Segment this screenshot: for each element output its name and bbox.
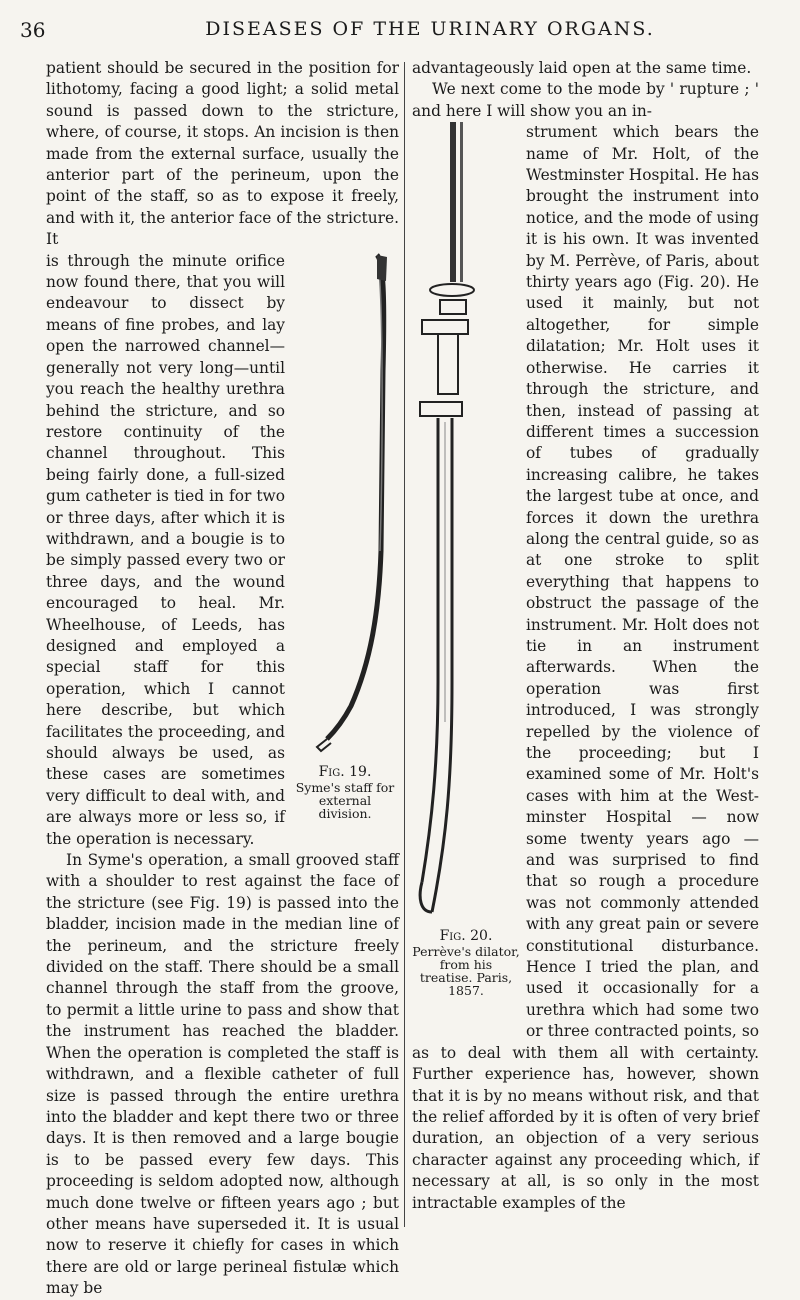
figure-19-caption bbox=[291, 763, 399, 821]
left-paragraph-2: In Syme's operation, a small grooved staff with a shoulder to rest against the face of the stricture (see Fig. 19) is passed into the bladder, incision made in the median line of the perineum, and the stricture freely divided on the staff. There should be a small channel through the staff from the groove, to permit a little urine to pass and show that the instrument has reached the bladder. When the operation is completed the staff is withdrawn, and a flexible catheter of full size is passed through the entire urethra into the bladder and kept there two or three days. It is then removed and a large bougie is to be passed every few days. This proceeding is seldom adopted now, although much done twelve or fifteen years ago ; but other means have superseded it. It is usual now to reserve it chiefly for cases in which there are old or large perineal fistulæ which may be bbox=[46, 851, 399, 1298]
figure-19 bbox=[291, 251, 399, 821]
column-divider bbox=[404, 62, 405, 1227]
figure-20 bbox=[412, 122, 520, 1022]
perreve-dilator-illustration bbox=[412, 122, 520, 982]
running-title: DISEASES OF THE URINARY ORGANS. bbox=[205, 18, 655, 40]
right-paragraph-1: advantageously laid open at the same time. bbox=[412, 59, 752, 77]
figure-20-label: Fig. 20. bbox=[439, 928, 493, 945]
right-paragraph-2b: strument which bears the name of Mr. Holt, of the Westminster Hospital. He has brought the instrument into notice, and the mode of using it is his own. It was invented by M. Perrève, of Paris, about thirty years ago (Fig. 20). He used it mainly, but not altogether, for simple dilatation; Mr. Holt uses it otherwise. He carries it through the stricture, and then, instead of passing at different times a succession of tubes of gradually increasing calibre, he takes the largest tube at once, and forces it down the urethra along the central guide, so as at one stroke to split everything that happens to obstruct the passage of the instrument. Mr. Holt does not tie in an instrument afterwards. When the operation was first introduced, I was strongly repelled by the violence of the proceeding; but I examined some of Mr. Holt's cases with him at the West-minster Hospital — now some twenty years ago — and was surprised to find that so rough a procedure was not commonly attended with any great pain or severe constitutional disturbance. Hence I tried the plan, and used it occasionally for a urethra which had some two or three contracted points, so as to deal with them all with certainty. Further experience has, however, shown that it is by no means without risk, and that the relief afforded by it is often of very brief duration, an objection of a very serious character against any proceeding which, if necessary at all, is so only in the most intractable examples of the bbox=[412, 123, 759, 1212]
figure-20-caption bbox=[412, 930, 520, 997]
page-header bbox=[0, 18, 800, 46]
left-paragraph-1b: is through the minute orifice now found there, that you will endeavour to dissect by means of fine probes, and lay open the narrowed channel—generally not very long—until you reach the healthy urethra behind the stricture, and so restore continuity of the channel throughout. This being fairly done, a full-sized gum catheter is tied in for two or three days, after which it is withdrawn, and a bougie is to be simply passed every two or three days, and the wound encouraged to heal. Mr. Wheelhouse, of Leeds, has designed and employed a special staff for this operation, which I cannot here describe, but which facilitates the proceeding, and should always be used, as these cases are sometimes very difficult to deal with, and are always more or less so, if the operation is necessary. bbox=[46, 251, 285, 848]
figure-20-text: Perrève's dilator, from his treatise. Paris, 1857. bbox=[412, 944, 520, 999]
page-number: 36 bbox=[20, 18, 46, 42]
figure-19-label: Fig. 19. bbox=[318, 763, 372, 780]
right-column bbox=[412, 58, 759, 1214]
symes-staff-illustration bbox=[291, 251, 399, 771]
left-paragraph-1a: patient should be secured in the position for lithotomy, facing a good light; a solid metal sound is passed down to the stricture, where, of course, it stops. An incision is then made from the external surface, usually the anterior part of the perineum, upon the point of the staff, so as to expose it freely, and with it, the anterior face of the stricture. It bbox=[46, 59, 399, 249]
figure-19-text: Syme's staff for external division. bbox=[295, 779, 395, 821]
left-column bbox=[46, 58, 399, 1300]
right-paragraph-2a: We next come to the mode by ' rupture ; ' and here I will show you an in- bbox=[412, 80, 759, 120]
